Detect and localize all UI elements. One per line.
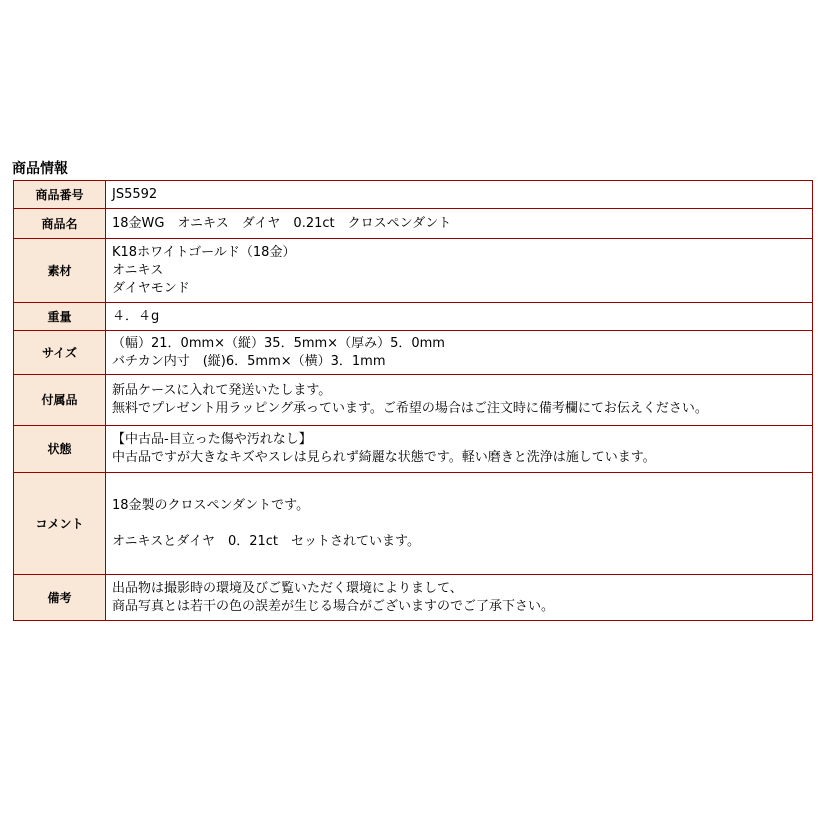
value-line: ４．４g [112, 308, 160, 324]
product-info-table [13, 180, 813, 621]
value-line: 出品物は撮影時の環境及びご覧いただく環境によりまして、 [112, 580, 463, 596]
row-value [106, 575, 813, 621]
row-value [106, 473, 813, 575]
value-line: 中古品ですが大きなキズやスレは見られず綺麗な状態です。軽い磨きと洗浄は施しています。 [112, 450, 656, 465]
value-line: 【中古品-目立った傷や汚れなし】 [112, 432, 312, 447]
row-label: 商品名 [14, 209, 106, 239]
value-line: ダイヤモンド [112, 280, 190, 296]
value-line: オニキスとダイヤ 0．21ct セットされています。 [112, 533, 420, 549]
row-product-number [14, 181, 813, 209]
row-product-name [14, 209, 813, 239]
row-size [14, 331, 813, 375]
row-label: サイズ [14, 331, 106, 375]
row-value [106, 331, 813, 375]
row-label: 備考 [14, 575, 106, 621]
value-line: 新品ケースに入れて発送いたします。 [112, 383, 332, 398]
row-condition [14, 426, 813, 473]
section-title: 商品情報 [12, 161, 68, 177]
row-value [106, 239, 813, 303]
row-label: 重量 [14, 303, 106, 331]
value-line: （幅）21．0mm×（縦）35．5mm×（厚み）5．0mm [112, 335, 445, 351]
value-line: 無料でプレゼント用ラッピング承っています。ご希望の場合はご注文時に備考欄にてお伝えください。 [112, 401, 708, 416]
value-line: K18ホワイトゴールド（18金） [112, 244, 296, 260]
row-value [106, 375, 813, 426]
value-line-blank [112, 515, 812, 533]
row-value [106, 209, 813, 239]
row-comment [14, 473, 813, 575]
value-line: バチカン内寸 (縦)6．5mm×（横）3．1mm [112, 353, 386, 369]
row-label: 付属品 [14, 375, 106, 426]
value-line: 18金WG オニキス ダイヤ 0.21ct クロスペンダント [112, 215, 452, 231]
row-label: 素材 [14, 239, 106, 303]
row-label: 商品番号 [14, 181, 106, 209]
value-line: 18金製のクロスペンダントです。 [112, 497, 310, 513]
row-value [106, 181, 813, 209]
row-value [106, 303, 813, 331]
row-label: 状態 [14, 426, 106, 473]
value-line: 商品写真とは若干の色の誤差が生じる場合がございますのでご了承下さい。 [112, 598, 555, 614]
row-label: コメント [14, 473, 106, 575]
row-accessories [14, 375, 813, 426]
row-remarks [14, 575, 813, 621]
value-line: JS5592 [112, 186, 158, 202]
row-weight [14, 303, 813, 331]
value-line: オニキス [112, 262, 164, 278]
row-material [14, 239, 813, 303]
row-value [106, 426, 813, 473]
